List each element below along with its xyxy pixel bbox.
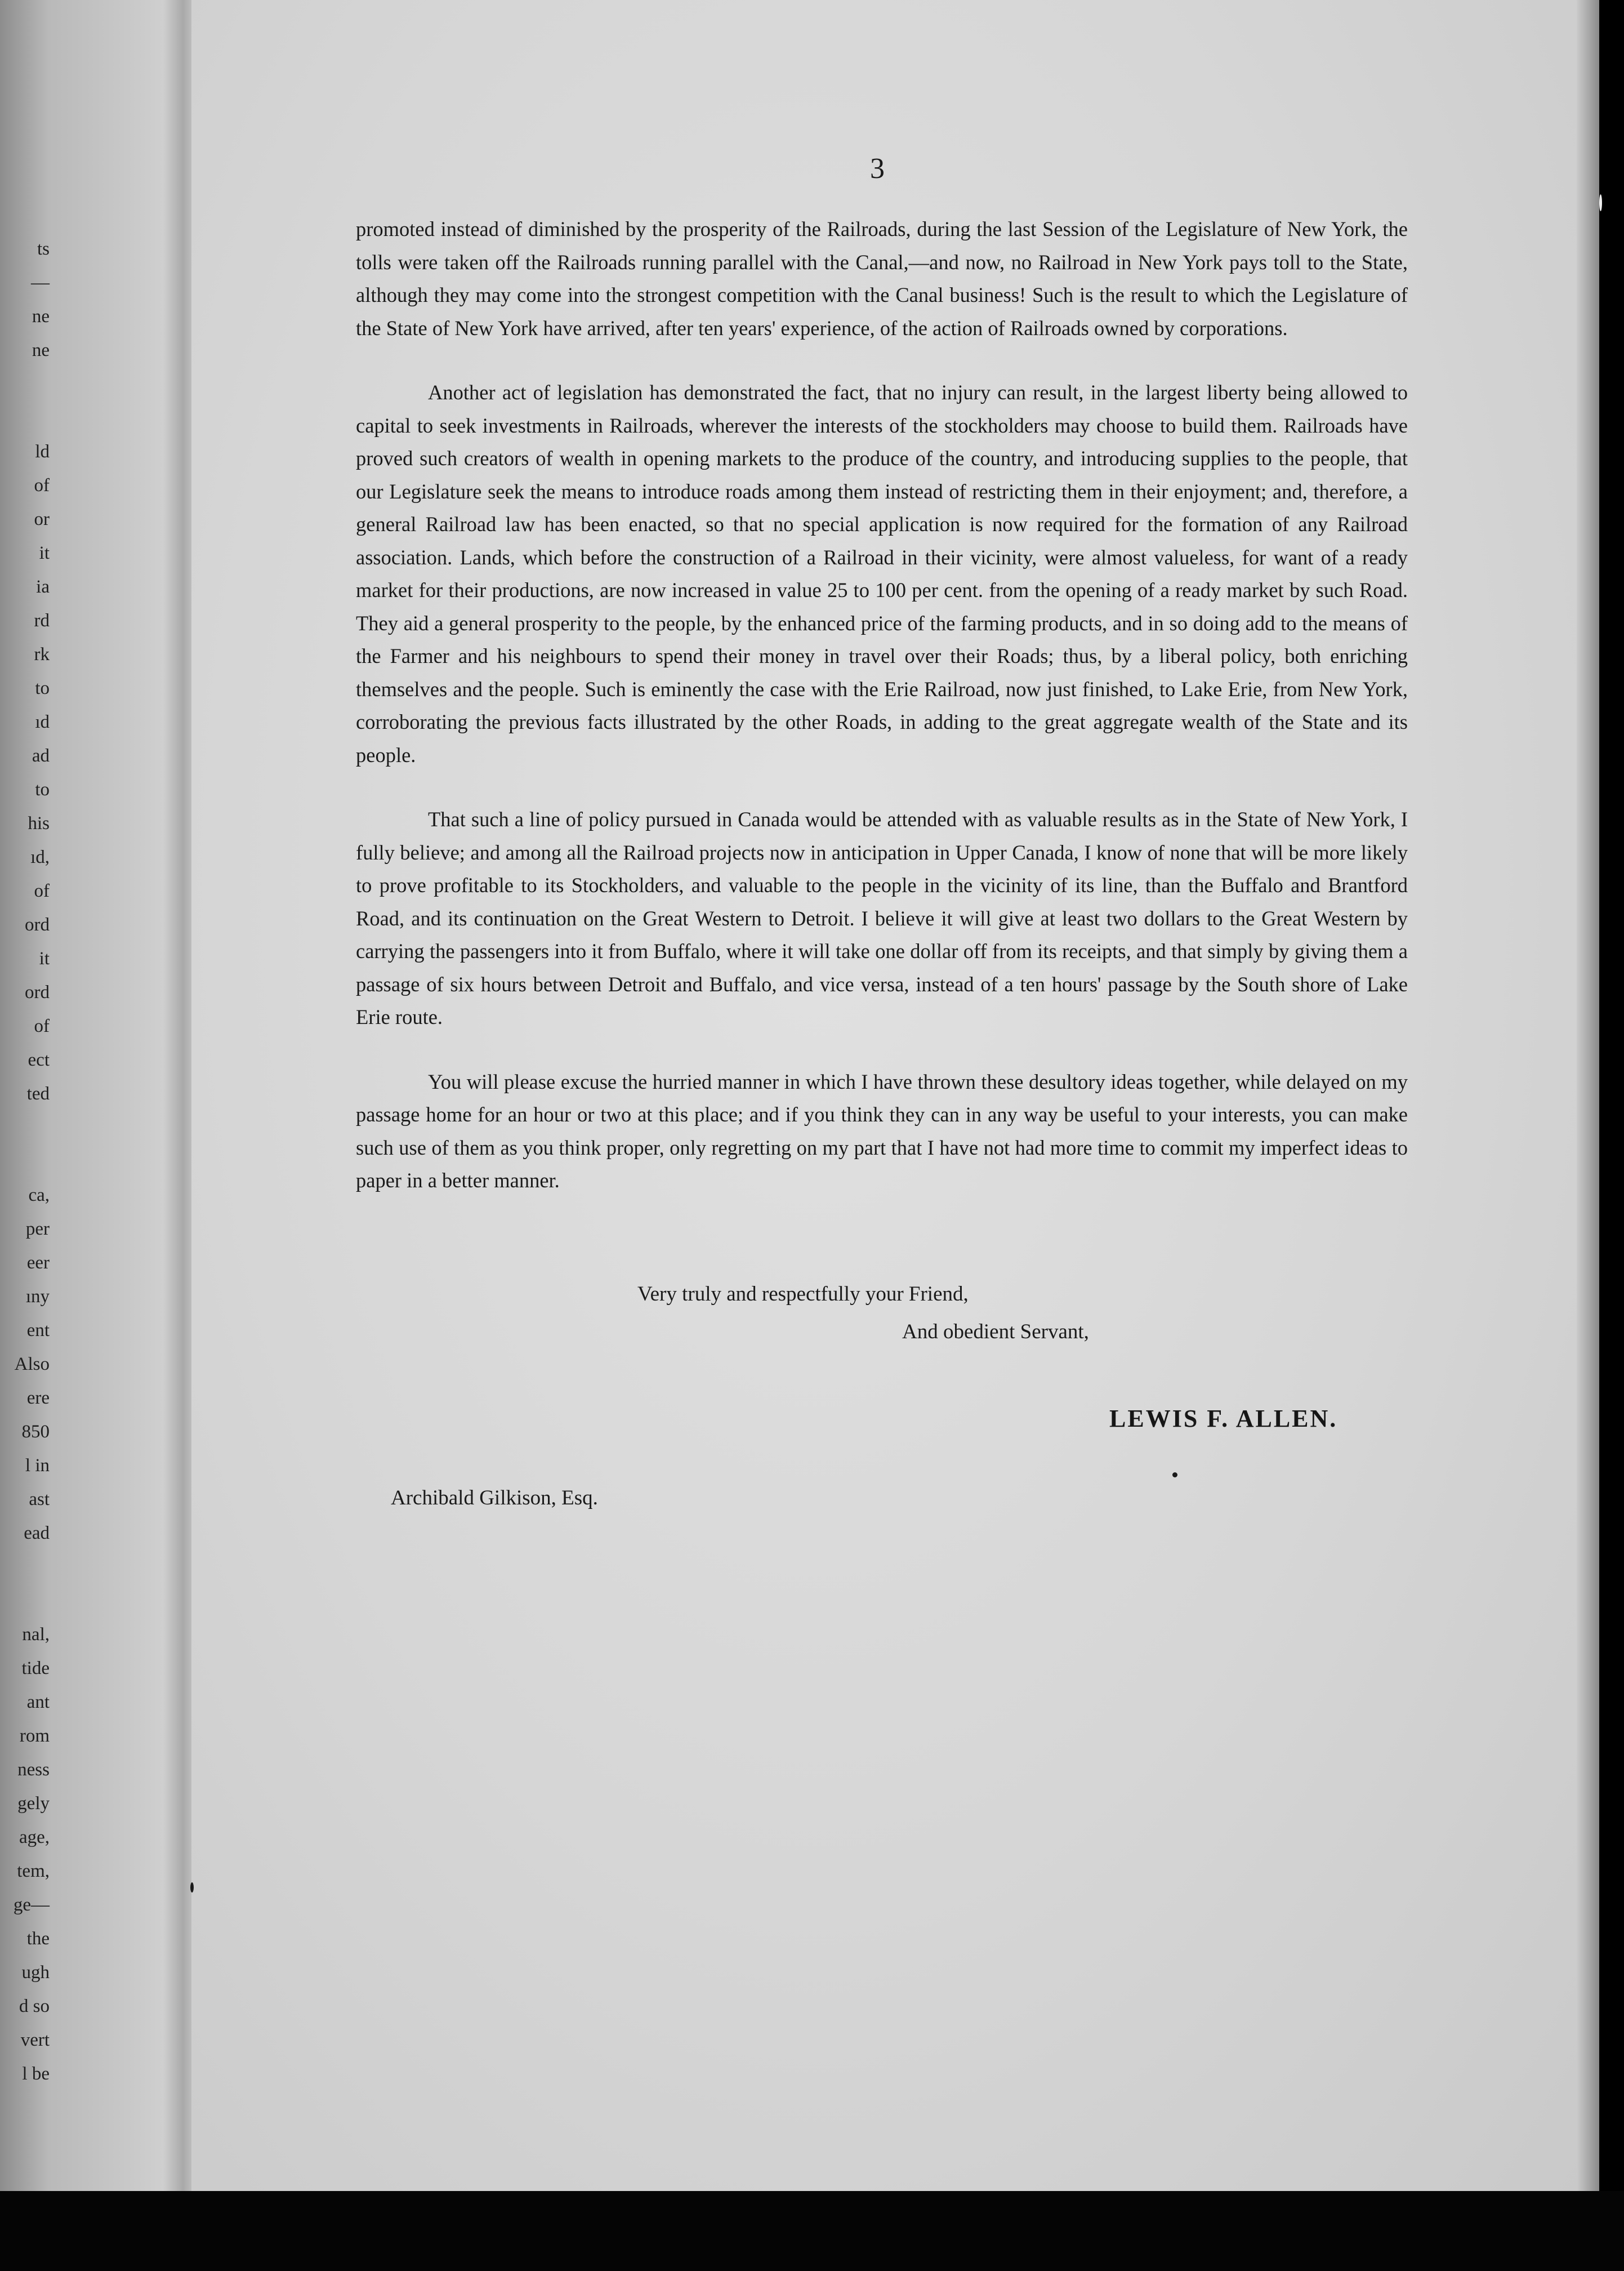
ink-speck (1172, 1472, 1177, 1477)
margin-fragment: tem, (17, 1861, 50, 1881)
closing-salutation: Very truly and respectfully your Friend, (637, 1283, 969, 1306)
margin-fragment: rd (34, 611, 50, 631)
margin-fragment: per (25, 1219, 50, 1239)
closing-servant: And obedient Servant, (902, 1320, 1089, 1343)
margin-fragment: ent (26, 1320, 50, 1341)
margin-fragment: his (28, 813, 50, 834)
margin-fragment: ne (32, 306, 50, 327)
margin-fragment: ad (32, 746, 50, 766)
previous-page-text-fragments (0, 232, 50, 2091)
addressee: Archibald Gilkison, Esq. (391, 1486, 598, 1509)
margin-fragment: rom (19, 1726, 50, 1746)
margin-fragment: l in (25, 1455, 50, 1476)
margin-fragment: ia (36, 577, 50, 597)
margin-fragment: nal, (22, 1624, 50, 1645)
margin-fragment: tide (21, 1658, 50, 1678)
margin-fragment: ere (26, 1388, 50, 1408)
margin-fragment: of (34, 475, 50, 496)
margin-fragment: ne (32, 340, 50, 360)
margin-fragment: or (34, 509, 50, 529)
paragraph-1: promoted instead of diminished by the prosperity of the Railroads, during the last Session of the Legislature of New York, the tolls were taken off the Railroads running parallel with the Canal,—and now, no Railroad in New York pays toll to the State, although they may come into the strongest competition with the Canal business! Such is the result to which the Legislature of the State of New York have arrived, after ten years' experience, of the action of Railroads owned by corporations. (356, 217, 1408, 340)
paragraph-4: You will please excuse the hurried manner in which I have thrown these desultory ideas together, while delayed on my passage home for an hour or two at this place; and if you think they can in any way be useful to your interests, you can make such use of them as you think proper, only regretting on my part that I have not had more time to commit my imperfect ideas to paper in a better manner. (356, 1070, 1408, 1192)
margin-fragment: age, (19, 1827, 50, 1847)
margin-fragment: ıd (35, 712, 50, 732)
signature: LEWIS F. ALLEN. (1109, 1405, 1338, 1432)
margin-fragment: ıny (25, 1286, 50, 1307)
paragraph-3: That such a line of policy pursued in Canada would be attended with as valuable results as in the State of New York, I fully believe; and among all the Railroad projects now in anticipation in Upper Canada, I know of none that will be more likely to prove profitable to its Stockholders, and valuable to the people in the vicinity of its line, than the Buffalo and Brantford Road, and its continuation on the Great Western to Detroit. I believe it will give at least two dollars to the Great Western by carrying the passengers into it from Buffalo, where it will take one dollar off from its receipts, and that simply by giving them a passage of six hours between Detroit and Buffalo, and vice versa, instead of a ten hours' passage by the South shore of Lake Erie route. (356, 808, 1408, 1028)
margin-fragment: ca, (28, 1185, 50, 1205)
ink-speck (1599, 194, 1602, 211)
margin-fragment: ant (26, 1692, 50, 1712)
margin-fragment: it (39, 543, 50, 563)
margin-fragment: rk (34, 644, 50, 665)
margin-fragment: ast (29, 1489, 50, 1509)
margin-fragment (0, 1584, 50, 1618)
letter-body (356, 213, 1408, 1229)
margin-fragment: to (35, 780, 50, 800)
margin-fragment (0, 1550, 50, 1584)
margin-fragment: eer (26, 1253, 50, 1273)
margin-fragment: ugh (21, 1962, 50, 1983)
margin-fragment: it (39, 949, 50, 969)
margin-fragment: ld (35, 442, 50, 462)
margin-fragment: ted (26, 1084, 50, 1104)
margin-fragment (0, 1145, 50, 1178)
margin-fragment: the (26, 1929, 50, 1949)
margin-fragment: l be (22, 2064, 50, 2084)
paragraph-2: Another act of legislation has demonstrated the fact, that no injury can result, in the largest liberty being allowed to capital to seek investments in Railroads, wherever the interests of the stockholders may choose to build them. Railroads have proved such creators of wealth in opening markets to the produce of the country, and introducing supplies to the people, that our Legislature seek the means to introduce roads among them instead of restricting them in their enjoyment; and, therefore, a general Railroad law has been enacted, so that no special application is now required for the formation of any Railroad association. Lands, which before the construction of a Railroad in their vicinity, were almost valueless, for want of a ready market for their productions, are now increased in value 25 to 100 per cent. from the opening of a ready market by such Road. They aid a general prosperity to the people, by the enhanced price of the farming products, and in so doing add to the means of the Farmer and his neighbours to spend their money in travel over their Roads; thus, by a liberal policy, both enriching themselves and the people. Such is eminently the case with the Erie Railroad, now just finished, to Lake Erie, from New York, corroborating the previous facts illustrated by the other Roads, in adding to the great aggregate wealth of the State and its people. (356, 381, 1408, 767)
margin-fragment (0, 367, 50, 401)
page-number: 3 (870, 153, 885, 185)
margin-fragment: ord (25, 915, 50, 935)
ink-speck (190, 1882, 194, 1893)
margin-fragment: ord (25, 982, 50, 1003)
margin-fragment: ect (28, 1050, 50, 1070)
margin-fragment (0, 401, 50, 435)
margin-fragment: of (34, 1016, 50, 1036)
margin-fragment: d so (19, 1996, 50, 2016)
margin-fragment: ts (37, 239, 50, 259)
margin-fragment: — (31, 273, 50, 293)
margin-fragment: vert (20, 2030, 50, 2050)
scan-bottom-border (0, 2191, 1624, 2271)
margin-fragment: Also (14, 1354, 50, 1374)
margin-fragment: ge— (13, 1895, 50, 1915)
margin-fragment (0, 1111, 50, 1145)
margin-fragment: ıd, (30, 847, 50, 867)
margin-fragment: gely (17, 1793, 50, 1814)
page-right-edge (1577, 0, 1599, 2191)
margin-fragment: to (35, 678, 50, 698)
margin-fragment: 850 (21, 1422, 50, 1442)
previous-page-edge (0, 0, 163, 2271)
margin-fragment: ead (24, 1523, 50, 1543)
margin-fragment: of (34, 881, 50, 901)
margin-fragment: ness (17, 1760, 50, 1780)
